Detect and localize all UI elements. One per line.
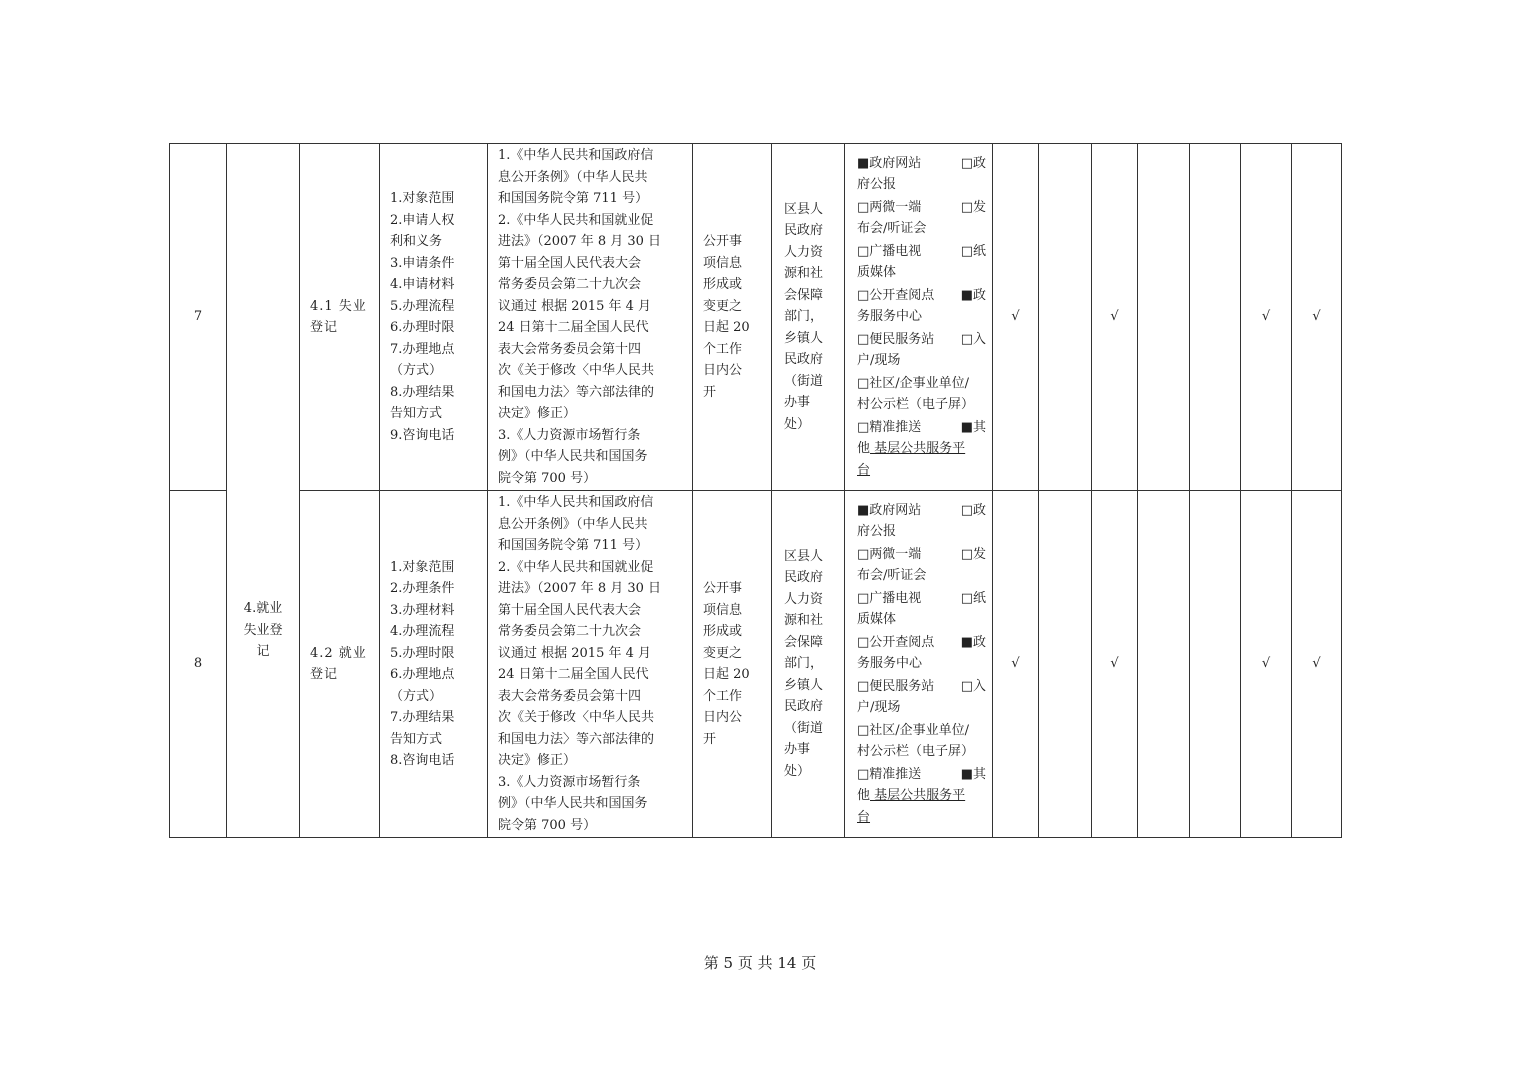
text-line: （方式） bbox=[390, 688, 443, 704]
text-line: 2.申请人权 bbox=[390, 212, 455, 228]
text-line: 4.办理流程 bbox=[390, 624, 455, 639]
category-cell bbox=[227, 144, 300, 838]
text-line: 决定》修正） bbox=[498, 406, 577, 421]
text-line: 部门， bbox=[784, 656, 824, 672]
text-line: 民政府 bbox=[784, 223, 824, 239]
channel-option bbox=[857, 676, 986, 719]
mark-cell: √ bbox=[1241, 491, 1292, 838]
text-line: 议通过 根据 2015 年 4 月 bbox=[498, 298, 652, 314]
text-line: 4.1 失业 bbox=[310, 298, 367, 314]
text-line: （方式） bbox=[390, 363, 443, 378]
channel-right-option: □发 bbox=[960, 199, 986, 215]
text-line: 和国电力法〉等六部法律的 bbox=[498, 731, 655, 747]
text-line: 民政府 bbox=[784, 570, 824, 586]
text-line: 院令第 700 号） bbox=[498, 817, 597, 833]
channel-option bbox=[857, 285, 986, 328]
text-line: 4.就业 bbox=[243, 601, 283, 617]
mark-cell bbox=[1039, 491, 1092, 838]
mark-cell: √ bbox=[1292, 144, 1342, 491]
channel-right-option: □纸 bbox=[960, 243, 986, 259]
channel-right-option: ■政 bbox=[960, 634, 986, 650]
channel-option bbox=[857, 544, 986, 587]
subject-cell bbox=[772, 144, 845, 491]
channel-continuation: 务服务中心 bbox=[857, 309, 923, 325]
channel-continuation: 府公报 bbox=[857, 177, 897, 193]
channel-right-option: □入 bbox=[960, 678, 986, 694]
mark-cell: √ bbox=[1292, 491, 1342, 838]
table-row bbox=[170, 491, 1342, 838]
channel-right-option: ■其 bbox=[960, 766, 986, 782]
text-line: 区县人 bbox=[784, 201, 824, 217]
channel-left-option: □社区/企事业单位/ bbox=[857, 375, 970, 391]
channel-option bbox=[857, 329, 986, 372]
subject-cell bbox=[772, 491, 845, 838]
channel-right-option: ■其 bbox=[960, 419, 986, 435]
text-line: 常务委员会第二十九次会 bbox=[498, 277, 642, 292]
mark-cell: √ bbox=[993, 144, 1039, 491]
text-line: 3.办理材料 bbox=[390, 602, 455, 618]
row-number: 8 bbox=[170, 491, 227, 838]
channel-option bbox=[857, 373, 986, 416]
channel-option bbox=[857, 197, 986, 240]
mark-cell: √ bbox=[993, 491, 1039, 838]
item-cell bbox=[300, 144, 380, 491]
channel-other-value-end: 台 bbox=[857, 809, 871, 825]
disclosure-table bbox=[169, 143, 1342, 838]
channel-cell bbox=[845, 144, 993, 491]
text-line: 登记 bbox=[310, 320, 339, 335]
text-line: 和国电力法〉等六部法律的 bbox=[498, 384, 655, 400]
channel-left-option: □广播电视 bbox=[857, 243, 922, 259]
mark-cell: √ bbox=[1092, 491, 1138, 838]
text-line: 4.申请材料 bbox=[390, 277, 455, 292]
text-line: 1.《中华人民共和国政府信 bbox=[498, 148, 654, 163]
channel-left-option: □广播电视 bbox=[857, 590, 922, 606]
text-line: 形成或 bbox=[703, 277, 743, 292]
channel-continuation: 布会/听证会 bbox=[857, 221, 927, 237]
text-line: 项信息 bbox=[703, 255, 743, 271]
text-line: 源和社 bbox=[784, 613, 824, 629]
text-line: 例》（中华人民共和国国务 bbox=[498, 449, 648, 464]
channel-left-option: □两微一端 bbox=[857, 546, 922, 562]
text-line: 乡镇人 bbox=[784, 677, 824, 693]
text-line: 2.办理条件 bbox=[390, 581, 455, 596]
channel-option bbox=[857, 720, 986, 763]
channel-cell bbox=[845, 491, 993, 838]
text-line: 6.办理时限 bbox=[390, 320, 455, 335]
text-line: 登记 bbox=[310, 667, 339, 682]
text-line: 决定》修正） bbox=[498, 753, 577, 768]
text-line: 7.办理地点 bbox=[390, 341, 455, 357]
text-line: 次《关于修改〈中华人民共 bbox=[498, 363, 655, 378]
text-line: 和国国务院令第 711 号） bbox=[498, 538, 649, 553]
text-line: 3.申请条件 bbox=[390, 255, 455, 271]
channel-continuation: 府公报 bbox=[857, 524, 897, 540]
text-line: 会保障 bbox=[784, 634, 824, 650]
text-line: 日内公 bbox=[703, 363, 743, 378]
text-line: 告知方式 bbox=[390, 731, 443, 747]
content-cell bbox=[380, 144, 488, 491]
text-line: 第十届全国人民代表大会 bbox=[498, 255, 642, 271]
text-line: 源和社 bbox=[784, 266, 824, 282]
mark-cell: √ bbox=[1092, 144, 1138, 491]
text-line: 开 bbox=[703, 384, 717, 400]
channel-right-option: □纸 bbox=[960, 590, 986, 606]
text-line: 区县人 bbox=[784, 548, 824, 564]
text-line: 息公开条例》（中华人民共 bbox=[498, 169, 648, 185]
channel-continuation: 务服务中心 bbox=[857, 656, 923, 672]
text-line: 个工作 bbox=[703, 688, 743, 704]
text-line: 7.办理结果 bbox=[390, 710, 455, 725]
text-line: 院令第 700 号） bbox=[498, 470, 597, 486]
text-line: 1.对象范围 bbox=[390, 559, 455, 575]
text-line: 会保障 bbox=[784, 287, 824, 303]
channel-continuation: 布会/听证会 bbox=[857, 568, 927, 584]
mark-cell bbox=[1190, 491, 1241, 838]
text-line: 3.《人力资源市场暂行条 bbox=[498, 427, 641, 443]
text-line: 2.《中华人民共和国就业促 bbox=[498, 212, 654, 228]
text-line: （街道 bbox=[784, 720, 824, 736]
channel-left-option: □便民服务站 bbox=[857, 331, 935, 347]
channel-right-option: □政 bbox=[960, 502, 986, 518]
text-line: 2.《中华人民共和国就业促 bbox=[498, 559, 654, 575]
text-line: 5.办理流程 bbox=[390, 298, 455, 314]
content-cell bbox=[380, 491, 488, 838]
channel-left-option: ■政府网站 bbox=[857, 502, 922, 518]
channel-option bbox=[857, 500, 986, 543]
channel-option bbox=[857, 153, 986, 196]
text-line: 表大会常务委员会第十四 bbox=[498, 688, 642, 704]
channel-other-value: 基层公共服务平 bbox=[870, 441, 966, 457]
channel-continuation: 户/现场 bbox=[857, 700, 901, 716]
text-line: （街道 bbox=[784, 373, 824, 389]
channel-left-option: □便民服务站 bbox=[857, 678, 935, 694]
channel-option bbox=[857, 241, 986, 284]
text-line: 1.对象范围 bbox=[390, 191, 455, 206]
text-line: 议通过 根据 2015 年 4 月 bbox=[498, 645, 652, 661]
text-line: 1.《中华人民共和国政府信 bbox=[498, 495, 654, 510]
text-line: 进法》（2007 年 8 月 30 日 bbox=[498, 581, 662, 596]
text-line: 息公开条例》（中华人民共 bbox=[498, 516, 648, 532]
time-cell bbox=[693, 491, 772, 838]
text-line: 8.办理结果 bbox=[390, 384, 455, 400]
text-line: 民政府 bbox=[784, 699, 824, 715]
channel-left-option: □两微一端 bbox=[857, 199, 922, 215]
channel-other-value: 基层公共服务平 bbox=[870, 788, 966, 804]
channel-left-option: ■政府网站 bbox=[857, 155, 922, 171]
mark-cell bbox=[1190, 144, 1241, 491]
text-line: 办事 bbox=[784, 395, 811, 411]
text-line: 5.办理时限 bbox=[390, 645, 455, 661]
channel-option bbox=[857, 632, 986, 675]
text-line: 日起 20 bbox=[703, 320, 750, 335]
channel-left-option: □精准推送 bbox=[857, 419, 922, 435]
text-line: 公开事 bbox=[703, 581, 743, 596]
channel-option bbox=[857, 764, 986, 829]
time-cell bbox=[693, 144, 772, 491]
text-line: 办事 bbox=[784, 742, 811, 758]
channel-right-option: ■政 bbox=[960, 287, 986, 303]
text-line: 进法》（2007 年 8 月 30 日 bbox=[498, 234, 662, 249]
text-line: 9.咨询电话 bbox=[390, 427, 455, 443]
text-line: 6.办理地点 bbox=[390, 667, 455, 682]
text-line: 个工作 bbox=[703, 341, 743, 357]
text-line: 次《关于修改〈中华人民共 bbox=[498, 710, 655, 725]
channel-right-option: □发 bbox=[960, 546, 986, 562]
text-line: 失业登 bbox=[243, 622, 283, 638]
basis-cell bbox=[488, 144, 693, 491]
mark-cell: √ bbox=[1241, 144, 1292, 491]
channel-left-option: □社区/企事业单位/ bbox=[857, 722, 970, 738]
channel-right-option: □政 bbox=[960, 155, 986, 171]
text-line: 公开事 bbox=[703, 234, 743, 249]
text-line: 24 日第十二届全国人民代 bbox=[498, 320, 649, 335]
table-row bbox=[170, 144, 1342, 491]
row-number: 7 bbox=[170, 144, 227, 491]
text-line: 例》（中华人民共和国国务 bbox=[498, 796, 648, 811]
text-line: 民政府 bbox=[784, 352, 824, 368]
text-line: 人力资 bbox=[784, 591, 824, 607]
text-line: 处） bbox=[784, 763, 811, 779]
text-line: 部门， bbox=[784, 309, 824, 325]
text-line: 变更之 bbox=[703, 645, 743, 661]
text-line: 记 bbox=[256, 644, 270, 660]
text-line: 人力资 bbox=[784, 244, 824, 260]
channel-left-option: □公开查阅点 bbox=[857, 634, 935, 650]
channel-continuation: 村公示栏（电子屏） bbox=[857, 744, 975, 760]
channel-other-prefix: 他 bbox=[857, 441, 871, 457]
text-line: 日起 20 bbox=[703, 667, 750, 682]
text-line: 变更之 bbox=[703, 298, 743, 314]
channel-other-prefix: 他 bbox=[857, 788, 871, 804]
text-line: 乡镇人 bbox=[784, 330, 824, 346]
page-footer: 第 5 页 共 14 页 bbox=[703, 954, 817, 972]
text-line: 表大会常务委员会第十四 bbox=[498, 341, 642, 357]
mark-cell bbox=[1138, 491, 1190, 838]
text-line: 告知方式 bbox=[390, 406, 443, 421]
channel-continuation: 户/现场 bbox=[857, 353, 901, 369]
channel-option bbox=[857, 588, 986, 631]
channel-continuation: 村公示栏（电子屏） bbox=[857, 397, 975, 413]
basis-cell bbox=[488, 491, 693, 838]
text-line: 4.2 就业 bbox=[310, 645, 367, 661]
mark-cell bbox=[1138, 144, 1190, 491]
text-line: 处） bbox=[784, 416, 811, 432]
text-line: 项信息 bbox=[703, 602, 743, 618]
channel-right-option: □入 bbox=[960, 331, 986, 347]
text-line: 利和义务 bbox=[390, 234, 443, 249]
text-line: 24 日第十二届全国人民代 bbox=[498, 667, 649, 682]
channel-left-option: □公开查阅点 bbox=[857, 287, 935, 303]
text-line: 日内公 bbox=[703, 710, 743, 725]
channel-continuation: 质媒体 bbox=[857, 265, 897, 281]
item-cell bbox=[300, 491, 380, 838]
text-line: 开 bbox=[703, 731, 717, 747]
text-line: 常务委员会第二十九次会 bbox=[498, 624, 642, 639]
channel-other-value-end: 台 bbox=[857, 462, 871, 478]
text-line: 3.《人力资源市场暂行条 bbox=[498, 774, 641, 790]
text-line: 8.咨询电话 bbox=[390, 753, 455, 768]
text-line: 形成或 bbox=[703, 624, 743, 639]
channel-continuation: 质媒体 bbox=[857, 612, 897, 628]
channel-left-option: □精准推送 bbox=[857, 766, 922, 782]
channel-option bbox=[857, 417, 986, 482]
text-line: 和国国务院令第 711 号） bbox=[498, 191, 649, 206]
mark-cell bbox=[1039, 144, 1092, 491]
text-line: 第十届全国人民代表大会 bbox=[498, 602, 642, 618]
